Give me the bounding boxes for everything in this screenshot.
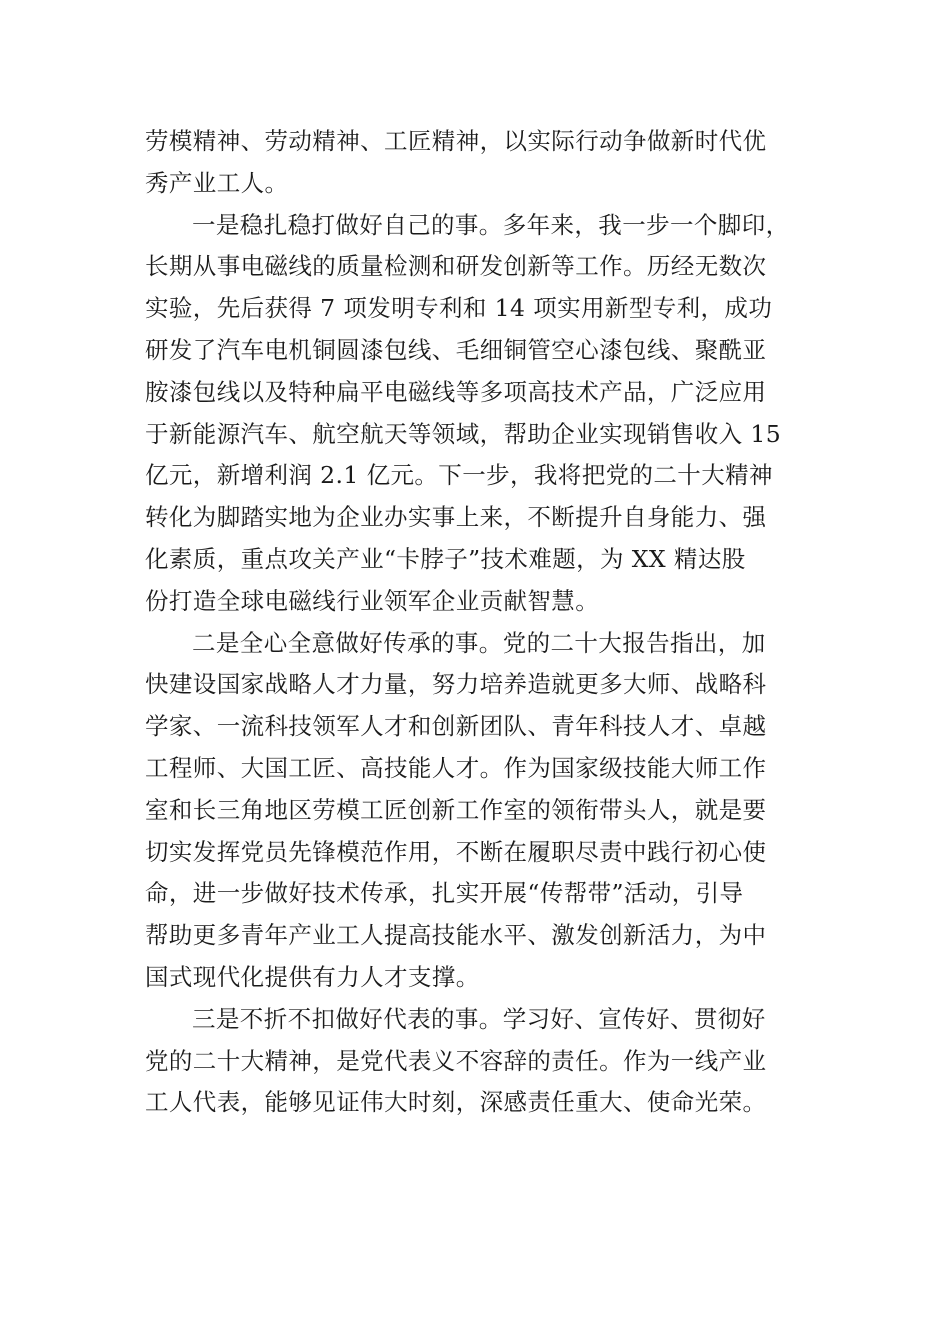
text-line: 亿元，新增利润 2.1 亿元。下一步，我将把党的二十大精神 [145,461,773,490]
text-line: 实验，先后获得 7 项发明专利和 14 项实用新型专利，成功 [145,294,773,323]
document-body [145,121,807,1124]
text-line: 胺漆包线以及特种扁平电磁线等多项高技术产品，广泛应用 [145,377,767,406]
text-line: 工程师、大国工匠、高技能人才。作为国家级技能大师工作 [145,753,767,782]
text-line: 三是不折不扣做好代表的事。学习好、宣传好、贯彻好 [192,1004,766,1033]
text-line: 一是稳扎稳打做好自己的事。多年来，我一步一个脚印， [192,210,790,239]
text-line: 于新能源汽车、航空航天等领域，帮助企业实现销售收入 15 [145,419,782,448]
text-line: 党的二十大精神，是党代表义不容辞的责任。作为一线产业 [145,1046,767,1075]
text-line: 工人代表，能够见证伟大时刻，深感责任重大、使命光荣。 [145,1088,767,1117]
text-line: 国式现代化提供有力人才支撑。 [145,962,480,991]
text-line: 研发了汽车电机铜圆漆包线、毛细铜管空心漆包线、聚酰亚 [145,335,767,364]
paragraph-2 [145,205,807,623]
text-line: 化素质，重点攻关产业“卡脖子”技术难题，为 XX 精达股 [145,544,746,573]
text-line: 帮助更多青年产业工人提高技能水平、激发创新活力，为中 [145,921,767,950]
paragraph-1 [145,121,807,205]
text-line: 学家、一流科技领军人才和创新团队、青年科技人才、卓越 [145,712,767,741]
text-line: 室和长三角地区劳模工匠创新工作室的领衔带头人，就是要 [145,795,767,824]
text-line: 切实发挥党员先锋模范作用，不断在履职尽责中践行初心使 [145,837,767,866]
text-line: 快建设国家战略人才力量，努力培养造就更多大师、战略科 [145,670,767,699]
text-line: 二是全心全意做好传承的事。党的二十大报告指出，加 [192,628,766,657]
paragraph-3 [145,623,807,999]
paragraph-4 [145,999,807,1124]
text-line: 转化为脚踏实地为企业办实事上来，不断提升自身能力、强 [145,503,767,532]
text-line: 长期从事电磁线的质量检测和研发创新等工作。历经无数次 [145,252,767,281]
text-line: 份打造全球电磁线行业领军企业贡献智慧。 [145,586,600,615]
text-line: 命，进一步做好技术传承，扎实开展“传帮带”活动，引导 [145,879,744,908]
text-line: 秀产业工人。 [145,168,289,197]
text-line: 劳模精神、劳动精神、工匠精神，以实际行动争做新时代优 [145,127,767,155]
